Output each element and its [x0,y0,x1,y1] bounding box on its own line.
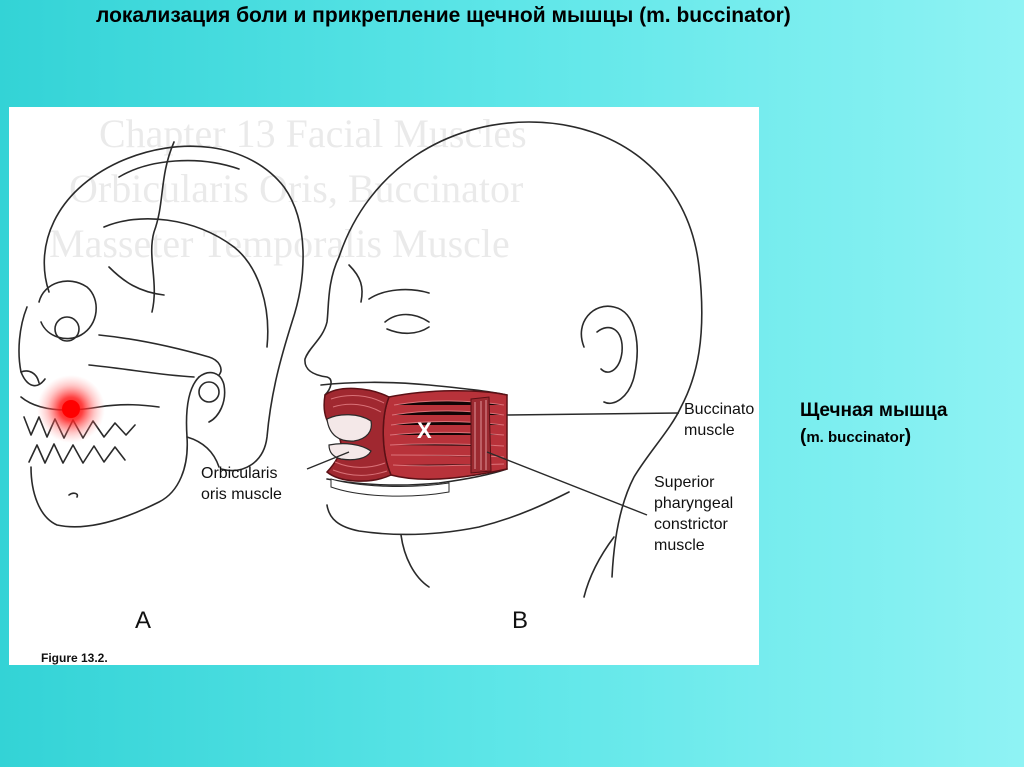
orbicularis-muscle [324,388,391,481]
label-pharyngeal-line1: Superior [654,474,715,491]
side-label-latin [800,424,1010,451]
label-buccinator [684,399,754,441]
anatomy-illustration [9,107,759,665]
buccinator-muscle [383,391,507,480]
label-buccinator-line2: muscle [684,422,735,439]
label-orbicularis [201,463,282,505]
label-buccinator-line1: Buccinato [684,401,755,418]
label-pharyngeal-line2: pharyngeal [654,495,734,512]
close-paren: ) [904,426,912,447]
svg-text:Chapter 13 Facial Muscles: Chapter 13 Facial Muscles [99,111,527,156]
panel-label-b: B [512,607,529,634]
open-paren: ( [800,426,807,447]
side-label-title: Щечная мышца [800,400,948,421]
label-pharyngeal-line3: constrictor [654,516,728,533]
label-pharyngeal-line4: muscle [654,537,705,554]
latin-name: m. buccinator [806,429,905,446]
figure-caption: Figure 13.2. [41,651,108,665]
background-watermark [49,111,527,266]
svg-text:Masseter Temporalis Muscle: Masseter Temporalis Muscle [49,221,510,266]
slide-title: локализация боли и прикрепление щечной мышцы (m. buccinator) [96,4,791,27]
x-mark: X [417,418,432,443]
side-label [800,398,1010,451]
anatomy-figure [9,107,759,665]
svg-text:Orbicularis Oris, Buccinator: Orbicularis Oris, Buccinator [69,166,524,211]
panel-label-a: A [135,607,152,634]
label-orbicularis-line1: Orbicularis [201,465,278,482]
pain-spot [37,375,105,443]
label-orbicularis-line2: oris muscle [201,486,282,503]
label-pharyngeal [654,472,733,556]
